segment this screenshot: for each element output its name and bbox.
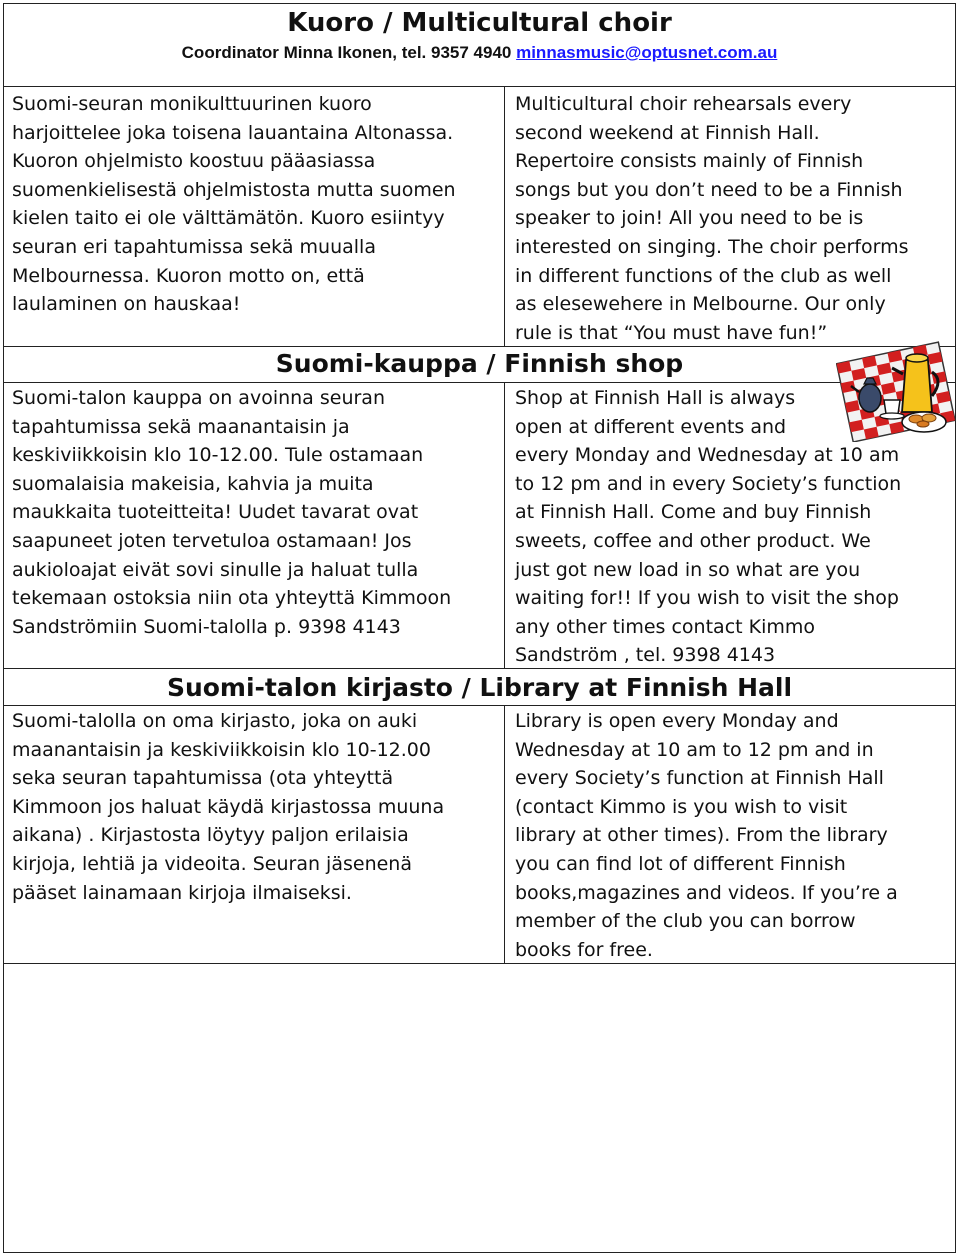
coordinator-text: Coordinator Minna Ikonen, tel. 9357 4940 [181,43,512,62]
shop-header-divider [3,382,956,383]
choir-title: Kuoro / Multicultural choir [287,8,672,38]
coordinator-email-link[interactable]: minnasmusic@optusnet.com.au [516,43,778,62]
choir-english-text: Multicultural choir rehearsals every second weekend at Finnish Hall. Repertoire consists mainly of Finnish songs but you don’t need to be a Finnish speaker to join! All you need to be is interested on singing. The choir performs in different functions of the club as well as elesewehere in Melbourne. Our only rule is that “You must have fun!” [515,93,909,344]
shop-english-text: Shop at Finnish Hall is always open at different events and every Monday and Wednesday at 10 am to 12 pm and in every Society’s function at Finnish Hall. Come and buy Finnish sweets, coffee and other product. We just got new load in so what are you waiting for!! If you wish to visit the shop any other times contact Kimmo Sandström , tel. 9398 4143 [515,387,902,667]
shop-title: Suomi-kauppa / Finnish shop [275,349,684,378]
library-english-text: Library is open every Monday and Wednesday at 10 am to 12 pm and in every Society’s function at Finnish Hall (contact Kimmo is you wish to visit library at other times). From the library you can find lot of different Finnish books,magazines and videos. If you’re a member of the club you can borrow books for free. [515,710,898,961]
library-finnish-text: Suomi-talolla on oma kirjasto, joka on auki maanantaisin ja keskiviikkoisin klo 10-12.00 seka seuran tapahtumissa (ota yhteyttä Kimmoon jos haluat käydä kirjastossa muuna aikana) . Kirjastosta löytyy paljon erilaisia kirjoja, lehtiä ja videoita. Seuran jäsenenä pääset lainamaan kirjoja ilmaiseksi. [12,710,445,904]
choir-column-divider [504,86,505,346]
shop-column-divider [504,382,505,668]
library-header-divider [3,705,956,706]
choir-coordinator [3,42,956,64]
shop-finnish-text: Suomi-talon kauppa on avoinna seuran tapahtumissa sekä maanantaisin ja keskiviikkoisin klo 10-12.00. Tule ostamaan suomalaisia makeisia, kahvia ja muita maukkaita tuoteitteita! Uudet tavarat ovat saapuneet joten tervetuloa ostamaan! Jos aukioloajat eivät sovi sinulle ja haluat tulla tekemaan ostoksia niin ota yhteyttä Kimmoon Sandströmiin Suomi-talolla p. 9398 4143 [12,387,452,638]
library-column-divider [504,705,505,963]
choir-finnish-text: Suomi-seuran monikulttuurinen kuoro harjoittelee joka toisena lauantaina Altonassa. Kuoron ohjelmisto koostuu pääasiassa suomenkielisestä ohjelmistosta mutta suomen kielen taito ei ole välttämätön. Kuoro esiintyy seuran eri tapahtumissa sekä muualla Melbournessa. Kuoron motto on, että laulaminen on hauskaa! [12,93,456,316]
library-title: Suomi-talon kirjasto / Library at Finnish Hall [166,673,793,702]
choir-header-divider [3,86,956,87]
coffee-picnic-clipart [836,338,956,442]
